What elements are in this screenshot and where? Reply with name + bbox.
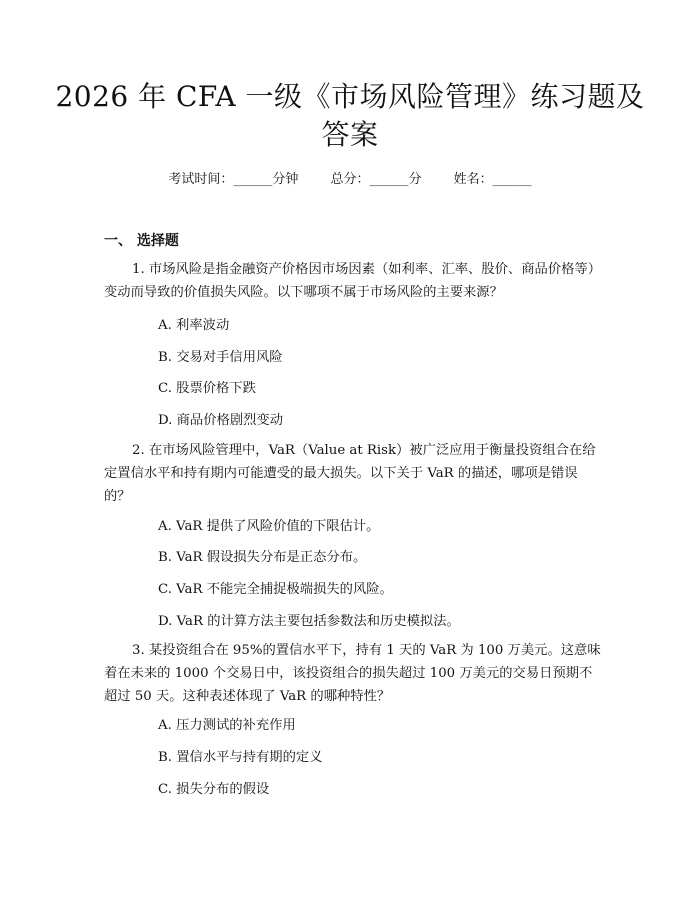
q3-option-c: C. 损失分布的假设 xyxy=(158,782,270,797)
exam-name: 姓名：______ xyxy=(453,172,532,187)
title-line-1: 2026 年 CFA 一级《市场风险管理》练习题及 xyxy=(55,80,645,113)
section-heading: 一、 选择题 xyxy=(104,233,179,249)
question-2: 2. 在市场风险管理中，VaR（Value at Risk）被广泛应用于衡量投资组合在给定置信水平和持有期内可能遭受的最大损失。以下关于 VaR 的描述，哪项是错误的？ xyxy=(104,443,596,504)
exam-meta xyxy=(0,168,700,187)
q1-option-d: D. 商品价格剧烈变动 xyxy=(158,413,284,428)
document-title xyxy=(0,78,700,154)
question-1: 1. 市场风险是指金融资产价格因市场因素（如利率、汇率、股价、商品价格等）变动而导致的价值损失风险。以下哪项不属于市场风险的主要来源？ xyxy=(104,262,602,300)
exam-score: 总分：______分 xyxy=(330,172,422,187)
q2-option-b: B. VaR 假设损失分布是正态分布。 xyxy=(158,550,367,565)
q1-option-a: A. 利率波动 xyxy=(158,318,230,333)
title-line-2: 答案 xyxy=(321,118,379,151)
q3-option-b: B. 置信水平与持有期的定义 xyxy=(158,750,323,765)
q2-option-d: D. VaR 的计算方法主要包括参数法和历史模拟法。 xyxy=(158,614,460,629)
q1-option-c: C. 股票价格下跌 xyxy=(158,381,256,396)
q2-option-a: A. VaR 提供了风险价值的下限估计。 xyxy=(158,519,380,534)
q2-option-c: C. VaR 不能完全捕捉极端损失的风险。 xyxy=(158,582,393,597)
exam-time: 考试时间：______分钟 xyxy=(168,172,299,187)
q3-option-a: A. 压力测试的补充作用 xyxy=(158,718,296,733)
question-3: 3. 某投资组合在 95%的置信水平下，持有 1 天的 VaR 为 100 万美元。这意味着在未来的 1000 个交易日中，该投资组合的损失超过 100 万美元的交易日预期不超过 50 天。这种表述体现了 VaR 的哪种特性？ xyxy=(104,643,601,704)
q1-option-b: B. 交易对手信用风险 xyxy=(158,350,283,365)
